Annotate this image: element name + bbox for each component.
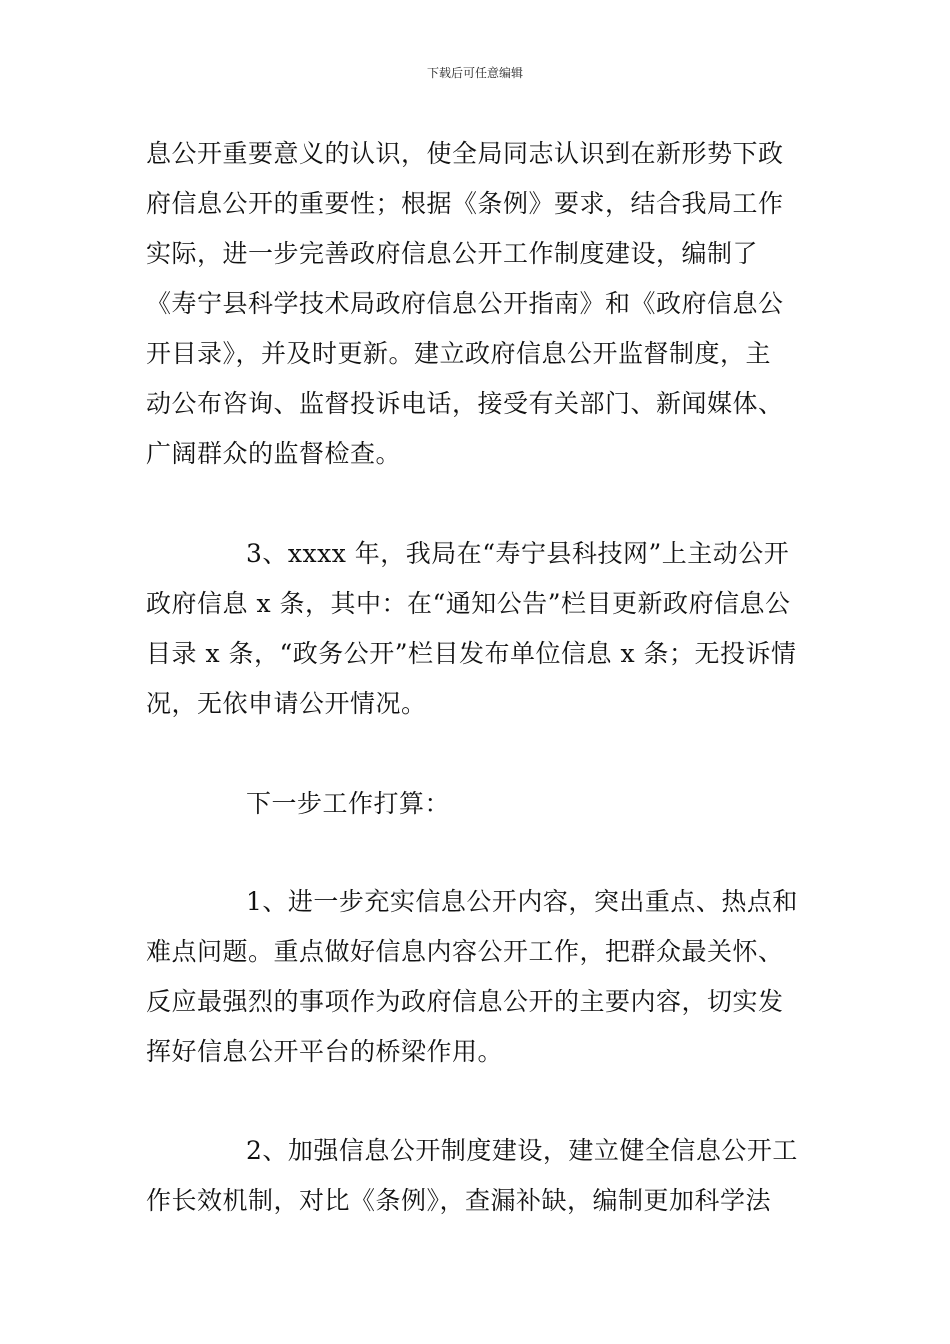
paragraph-line: 况，无依申请公开情况。 [146, 689, 427, 718]
paragraph-line: 3、xxxx 年，我局在“寿宁县科技网”上主动公开 [246, 539, 790, 568]
section-heading: 下一步工作打算： [246, 789, 451, 818]
page-header: 下载后可任意编辑 [426, 66, 523, 80]
paragraph-line: 挥好信息公开平台的桥梁作用。 [146, 1037, 504, 1066]
paragraph-line: 广阔群众的监督检查。 [146, 439, 402, 468]
paragraph-line: 2、加强信息公开制度建设，建立健全信息公开工 [246, 1136, 798, 1165]
paragraph-line: 反应最强烈的事项作为政府信息公开的主要内容，切实发 [146, 987, 784, 1016]
paragraph-line: 动公布咨询、监督投诉电话，接受有关部门、新闻媒体、 [146, 389, 784, 418]
paragraph-line: 难点问题。重点做好信息内容公开工作，把群众最关怀、 [146, 937, 784, 966]
paragraph-line: 开目录》，并及时更新。建立政府信息公开监督制度，主 [146, 339, 772, 368]
paragraph-line: 实际，进一步完善政府信息公开工作制度建设，编制了 [146, 239, 759, 268]
paragraph-line: 作长效机制，对比《条例》，查漏补缺，编制更加科学法 [146, 1186, 772, 1215]
paragraph-line: 1、进一步充实信息公开内容，突出重点、热点和 [246, 887, 798, 916]
paragraph-line: 政府信息 x 条，其中：在“通知公告”栏目更新政府信息公 [146, 589, 791, 618]
paragraph-line: 《寿宁县科学技术局政府信息公开指南》和《政府信息公 [146, 289, 784, 318]
paragraph-line: 目录 x 条，“政务公开”栏目发布单位信息 x 条；无投诉情 [146, 639, 797, 668]
paragraph-line: 府信息公开的重要性；根据《条例》要求，结合我局工作 [146, 189, 784, 218]
paragraph-line: 息公开重要意义的认识，使全局同志认识到在新形势下政 [146, 139, 784, 168]
